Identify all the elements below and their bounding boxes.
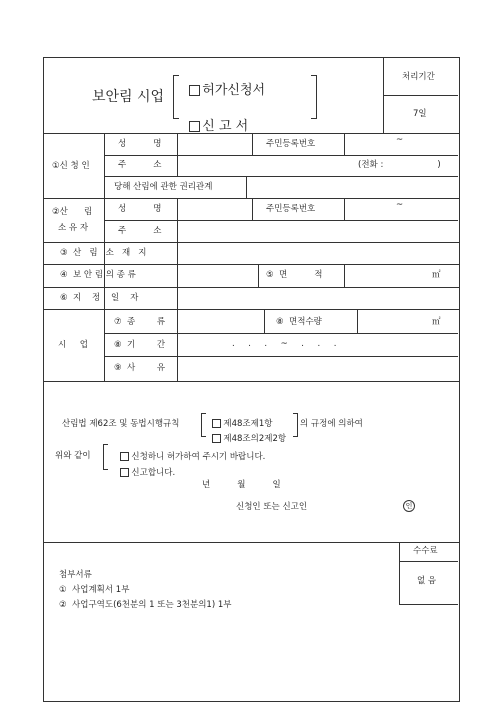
applicant-rrn-label: 주민등록번호 xyxy=(266,139,316,149)
applicant-name-input[interactable] xyxy=(178,134,251,154)
applicant-relation-label: 당해 산림에 관한 권리관계 xyxy=(114,182,213,192)
fee-label: 수수료 xyxy=(413,546,438,556)
work-kind-label: ⑦ 종 류 xyxy=(114,317,166,327)
work-reason-input[interactable] xyxy=(178,357,457,380)
signer-label: 신청인 또는 신고인 xyxy=(236,502,308,512)
checkbox-report-confirm[interactable] xyxy=(120,468,129,477)
work-col-3 xyxy=(264,309,265,333)
work-reason-label: ⑨ 사 유 xyxy=(114,363,166,373)
attachment-item-1: ① 사업계획서 1부 xyxy=(59,585,130,595)
row-line xyxy=(43,381,459,382)
option-application[interactable] xyxy=(181,71,265,97)
work-period-label: ⑧ 기 간 xyxy=(114,340,166,350)
applicant-col-3 xyxy=(252,133,253,155)
seal-mark xyxy=(403,500,415,512)
owner-rrn-dash: ~ xyxy=(396,200,404,210)
fee-col xyxy=(399,542,400,604)
applicant-address-input[interactable] xyxy=(178,156,353,175)
checkbox-application[interactable] xyxy=(189,85,200,96)
work-area-label: ⑧ 면적수량 xyxy=(276,317,322,327)
left-bracket xyxy=(173,75,179,119)
option-application-label: 허가신청서 xyxy=(202,83,266,98)
option-report[interactable] xyxy=(181,107,248,133)
fee-value: 없 음 xyxy=(417,576,437,586)
report-option[interactable] xyxy=(115,459,175,477)
owner-name-input[interactable] xyxy=(178,199,251,219)
checkbox-report[interactable] xyxy=(189,121,200,132)
owner-address-label: 주 소 xyxy=(118,226,162,236)
location-input[interactable] xyxy=(178,243,457,263)
designation-date-input[interactable] xyxy=(178,288,457,308)
work-area-input[interactable] xyxy=(358,310,426,332)
owner-name-label: 성 명 xyxy=(118,204,162,214)
as-above-label: 위와 같이 xyxy=(55,451,91,461)
clause-bracket-right xyxy=(293,413,298,437)
applicant-name-label: 성 명 xyxy=(118,139,162,149)
right-bracket xyxy=(311,75,317,119)
applicant-relation-input[interactable] xyxy=(247,177,457,197)
law-prefix: 산림법 제62조 및 동법시행규칙 xyxy=(62,419,180,429)
forest-area-unit: ㎡ xyxy=(432,270,441,280)
attachment-item-2: ② 사업구역도(6천분의 1 또는 3천분의1) 1부 xyxy=(59,600,232,610)
forest-area-label: ⑤ 면 적 xyxy=(266,270,323,280)
decision-bracket xyxy=(103,444,108,470)
applicant-rrn-input[interactable] xyxy=(345,134,457,154)
law-suffix: 의 규정에 의하여 xyxy=(300,419,363,429)
clause-2-option[interactable] xyxy=(207,425,286,443)
forest-type-input[interactable] xyxy=(178,265,257,286)
fee-bottom xyxy=(399,604,458,605)
owner-address-input[interactable] xyxy=(178,221,457,241)
applicant-section-label: ①신 청 인 xyxy=(52,161,90,171)
work-section-label: 시 업 xyxy=(58,340,88,350)
row-line xyxy=(104,333,458,334)
owner-col-3 xyxy=(252,198,253,220)
owner-rrn-input[interactable] xyxy=(345,199,457,219)
fee-divider xyxy=(399,561,458,562)
attachments-top-line xyxy=(43,542,459,543)
seal-label: 인 xyxy=(405,502,413,510)
clause-1-label: 제48조제1항 xyxy=(223,418,273,429)
processing-value: 7일 xyxy=(413,109,427,119)
report-option-label: 신고합니다. xyxy=(131,467,176,478)
work-area-unit: ㎡ xyxy=(432,317,441,327)
request-option-label: 신청하니 허가하여 주시기 바랍니다. xyxy=(131,451,266,462)
owner-section-label-2: 소 유 자 xyxy=(58,223,89,233)
forest-type-label: ④ 보 안 림 의 종 류 xyxy=(60,270,136,280)
processing-label: 처리기간 xyxy=(402,72,435,82)
owner-section-label-1: ②산 림 xyxy=(52,207,93,217)
applicant-phone: (전화 : ) xyxy=(358,160,441,170)
attachments-title: 첨부서류 xyxy=(59,570,92,580)
owner-rrn-label: 주민등록번호 xyxy=(266,204,316,214)
applicant-address-label: 주 소 xyxy=(118,160,162,170)
checkbox-clause-2[interactable] xyxy=(212,434,221,443)
date-line: 년 월 일 xyxy=(202,480,281,490)
location-label: ③ 산 림 소 재 지 xyxy=(60,248,147,258)
clause-2-label: 제48조의2제2항 xyxy=(223,433,287,444)
forest-area-input[interactable] xyxy=(345,265,425,286)
work-period-value[interactable]: . . . ~ . . . xyxy=(232,339,337,349)
forest-area-col-1 xyxy=(258,264,259,287)
processing-divider xyxy=(383,95,458,96)
form-title: 보안림 시업 xyxy=(92,89,165,105)
designation-date-label: ⑥ 지 정 일 자 xyxy=(60,293,139,303)
applicant-rrn-dash: ~ xyxy=(396,135,404,145)
option-report-label: 신 고 서 xyxy=(202,119,249,134)
clause-bracket-left xyxy=(201,413,206,437)
work-kind-input[interactable] xyxy=(178,310,263,332)
